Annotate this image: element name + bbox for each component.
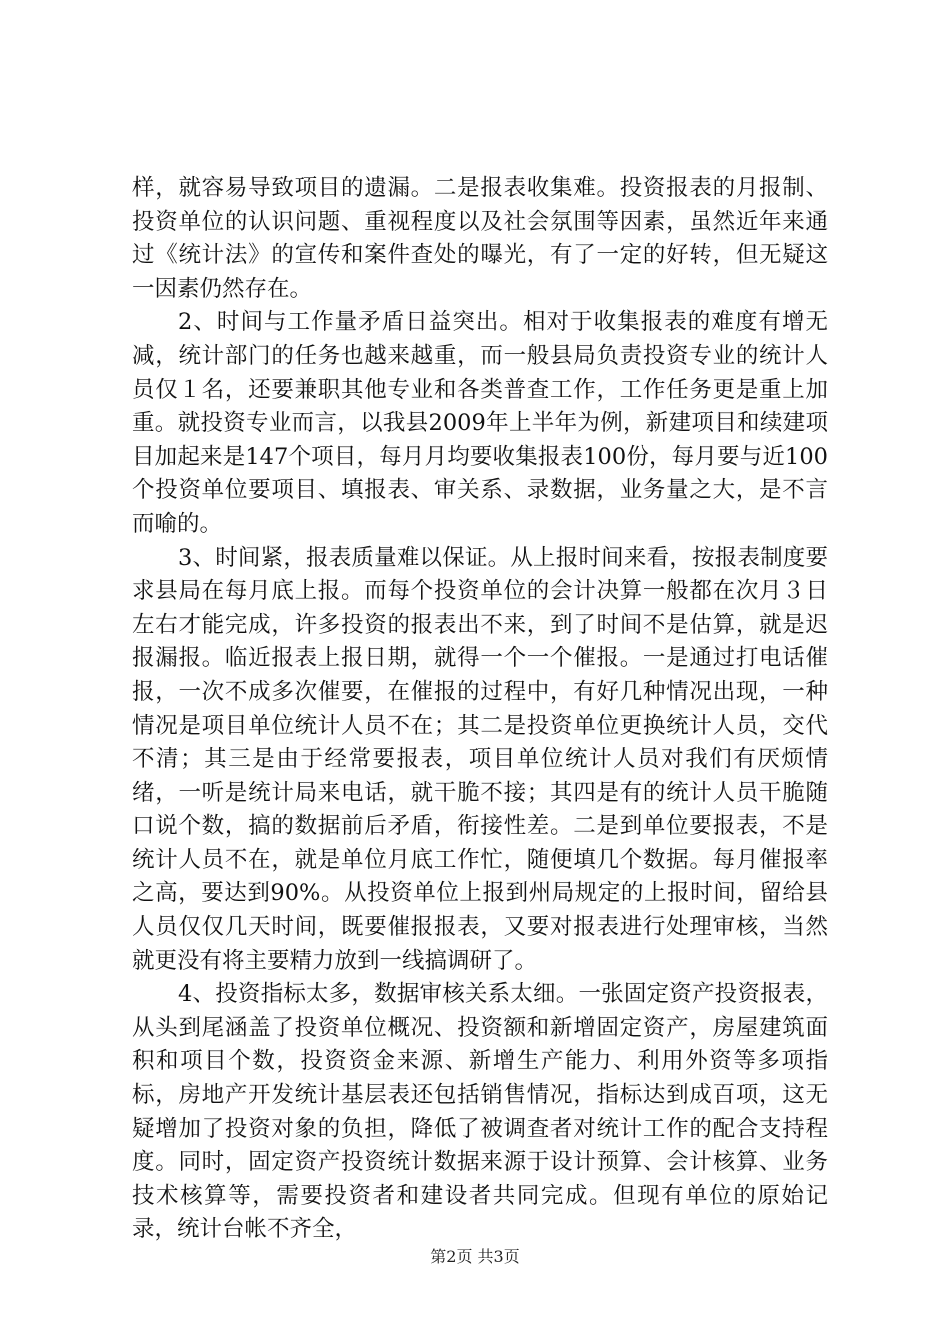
paragraph-item-4: 4、投资指标太多，数据审核关系太细。一张固定资产投资报表，从头到尾涵盖了投资单位概况、投资额和新增固定资产，房屋建筑面积和项目个数，投资资金来源、新增生产能力、利用外资等多项指标，房地产开发统计基层表还包括销售情况，指标达到成百项，这无疑增加了投资对象的负担，降低了被调查者对统计工作的配合支持程度。同时，固定资产投资统计数据来源于设计预算、会计核算、业务技术核算等，需要投资者和建设者共同完成。但现有单位的原始记录，统计台帐不齐全， <box>132 981 828 1243</box>
document-body <box>132 172 828 1247</box>
paragraph-continuation: 样，就容易导致项目的遗漏。二是报表收集难。投资报表的月报制、投资单位的认识问题、重视程度以及社会氛围等因素，虽然近年来通过《统计法》的宣传和案件查处的曝光，有了一定的好转，但无疑这一因素仍然存在。 <box>132 175 828 302</box>
paragraph-item-3: 3、时间紧，报表质量难以保证。从上报时间来看，按报表制度要求县局在每月底上报。而每个投资单位的会计决算一般都在次月３日左右才能完成，许多投资的报表出不来，到了时间不是估算，就是迟报漏报。临近报表上报日期，就得一个一个催报。一是通过打电话催报，一次不成多次催要，在催报的过程中，有好几种情况出现，一种情况是项目单位统计人员不在；其二是投资单位更换统计人员，交代不清；其三是由于经常要报表，项目单位统计人员对我们有厌烦情绪，一听是统计局来电话，就干脆不接；其四是有的统计人员干脆随口说个数，搞的数据前后矛盾，衔接性差。二是到单位要报表，不是统计人员不在，就是单位月底工作忙，随便填几个数据。每月催报率之高，要达到90%。从投资单位上报到州局规定的上报时间，留给县人员仅仅几天时间，既要催报报表，又要对报表进行处理审核，当然就更没有将主要精力放到一线搞调研了。 <box>132 544 828 974</box>
page-footer <box>0 1244 950 1267</box>
paragraph-item-2: 2、时间与工作量矛盾日益突出。相对于收集报表的难度有增无减，统计部门的任务也越来越重，而一般县局负责投资专业的统计人员仅１名，还要兼职其他专业和各类普查工作，工作任务更是重上加重。就投资专业而言，以我县2009年上半年为例，新建项目和续建项目加起来是147个项目，每月月均要收集报表100份，每月要与近100个投资单位要项目、填报表、审关系、录数据，业务量之大，是不言而喻的。 <box>132 309 828 537</box>
page-number-label: 第2页 共3页 <box>430 1247 520 1266</box>
